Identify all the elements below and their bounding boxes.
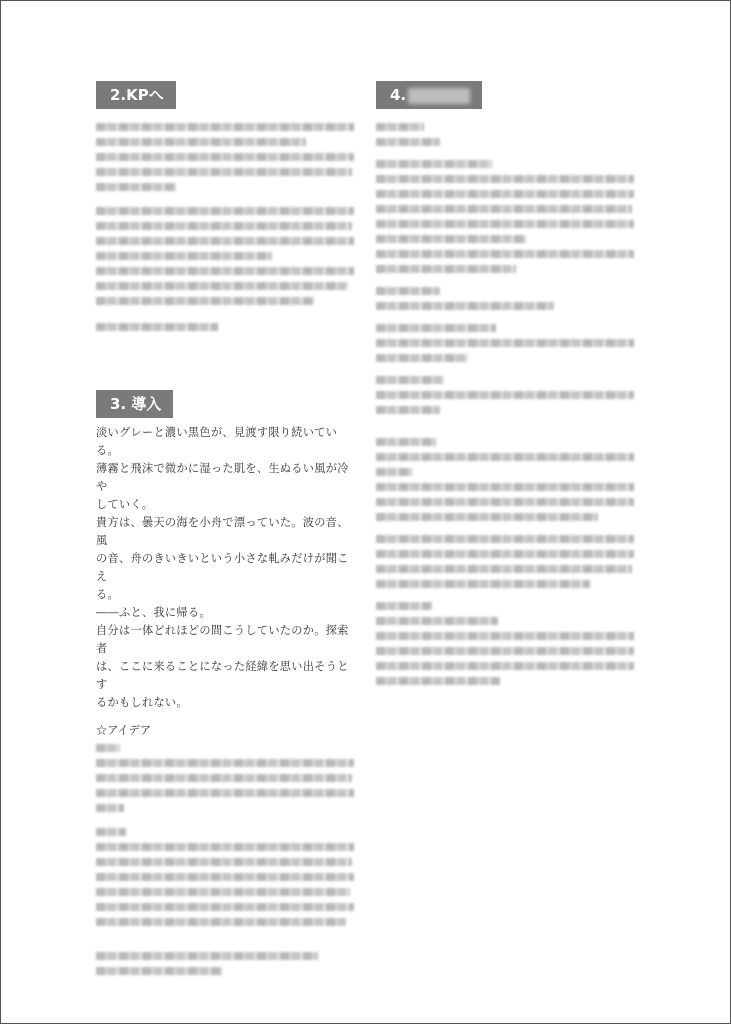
kp-blurred-paragraph-3 [96,323,358,331]
blurred-line [96,138,306,146]
blurred-line [96,123,354,131]
blurred-line [96,237,354,245]
intro-line: の音、舟のきいきいという小さな軋みだけが聞こえ [96,552,349,583]
blurred-line [376,287,440,295]
section-number-4: 4. [390,86,407,104]
intro-line: 貴方は、曇天の海を小舟で漂っていた。波の音、風 [96,516,349,547]
blurred-section-title [408,88,470,104]
blurred-line [96,222,352,230]
blurred-line [96,843,354,851]
right-blurred-paragraph-1 [376,123,638,146]
blurred-line [96,888,350,896]
blurred-line [376,220,634,228]
blurred-line [96,774,352,782]
idea-heading: ☆アイデア [96,724,151,737]
intro-line: は、ここに来ることになった経緯を思い出そうとす [96,660,349,691]
right-blurred-paragraph-6 [376,438,638,521]
intro-text-block [96,424,358,712]
blurred-line [376,138,440,146]
blurred-line [376,235,526,243]
section-heading-4 [376,81,482,109]
blurred-line [96,789,354,797]
kp-blurred-paragraph-1 [96,123,358,191]
section-heading-kp [96,81,176,109]
idea-blurred-paragraph-1 [96,744,358,812]
blurred-line [376,438,436,446]
blurred-line [376,302,554,310]
kp-blurred-paragraph-2 [96,207,358,305]
blurred-line [96,744,120,752]
intro-line: る。 [96,588,119,601]
blurred-line [376,677,500,685]
blurred-line [376,175,634,183]
right-blurred-paragraph-7 [376,535,638,588]
blurred-line [96,759,354,767]
blurred-line [96,323,218,331]
idea-blurred-paragraph-2 [96,828,358,926]
right-column [376,81,638,692]
blurred-line [96,153,354,161]
intro-line: 自分は一体どれほどの間こうしていたのか。探索者 [96,624,349,655]
intro-line: していく。 [96,498,154,511]
blurred-line [96,168,352,176]
section-title-intro: 3. 導入 [110,395,162,413]
blurred-line [376,580,590,588]
blurred-line [96,828,126,836]
blurred-line [96,267,354,275]
left-column [96,81,358,982]
blurred-line [376,123,424,131]
blurred-line [376,662,634,670]
blurred-line [96,967,222,975]
blurred-line [376,265,516,273]
section-title-kp: 2.KPへ [110,86,164,104]
blurred-line [376,324,496,332]
blurred-line [96,918,346,926]
blurred-line [376,535,634,543]
blurred-line [376,513,598,521]
blurred-line [376,498,634,506]
blurred-line [96,282,348,290]
blurred-line [376,550,634,558]
blurred-line [376,483,634,491]
section-heading-intro [96,390,173,418]
blurred-line [96,873,354,881]
right-blurred-paragraph-2 [376,160,638,273]
intro-line: 淡いグレーと濃い黒色が、見渡す限り続いている。 [96,426,338,457]
blurred-line [376,453,634,461]
right-blurred-paragraph-3 [376,287,638,310]
blurred-line [376,647,634,655]
blurred-line [96,952,318,960]
right-blurred-paragraph-4 [376,324,638,362]
intro-line: ――ふと、我に帰る。 [96,606,211,619]
blurred-line [376,205,632,213]
intro-line: 薄霧と飛沫で微かに湿った肌を、生ぬるい風が冷や [96,462,349,493]
blurred-line [96,858,352,866]
right-blurred-paragraph-5 [376,376,638,414]
blurred-line [376,632,634,640]
blurred-line [96,183,176,191]
blurred-line [96,297,314,305]
blurred-line [376,376,444,384]
blurred-line [96,252,272,260]
blurred-line [376,354,468,362]
right-blurred-paragraph-8 [376,602,638,685]
blurred-line [376,617,498,625]
blurred-line [376,406,440,414]
blurred-line [376,250,634,258]
blurred-line [376,160,492,168]
blurred-line [96,207,354,215]
blurred-line [376,565,632,573]
blurred-line [376,468,412,476]
blurred-line [96,804,124,812]
blurred-line [376,339,634,347]
blurred-line [376,391,634,399]
intro-line: るかもしれない。 [96,696,188,709]
blurred-line [96,903,354,911]
blurred-line [376,190,634,198]
idea-blurred-paragraph-3 [96,952,358,975]
blurred-line [376,602,432,610]
